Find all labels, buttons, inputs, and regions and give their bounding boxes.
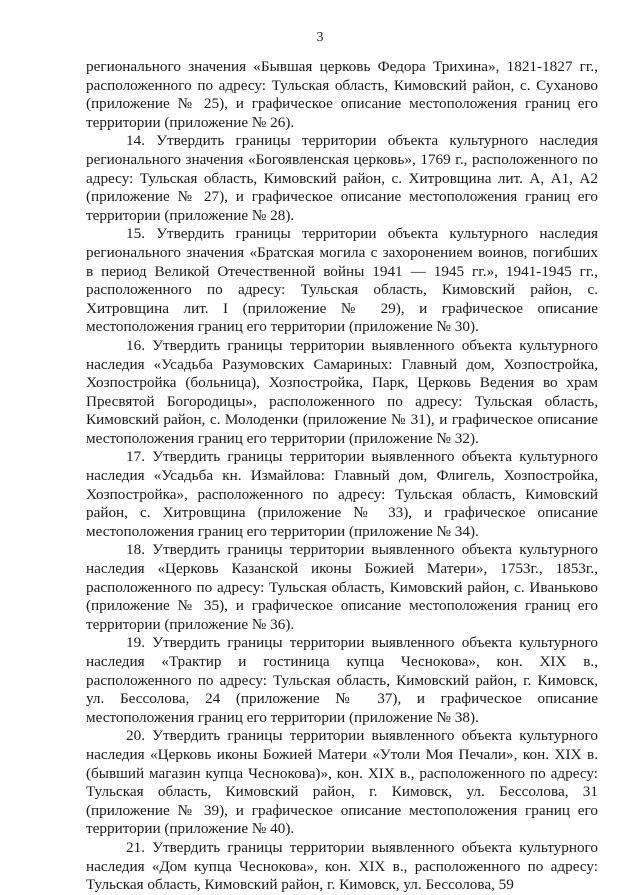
paragraph-15: 15. Утвердить границы территории объекта культурного наследия регионального значения «Братская могила с захоронением воинов, погибших в период Великой Отечественной войны 1941 — 1945 гг.», 1941-1945 гг., расположенного по адресу: Тульская область, Кимовский район, с. Хитровщина лит. I (приложение № 29), и графическое описание местоположения границ его территории (приложение № 30).: [86, 225, 598, 336]
paragraph-19: 19. Утвердить границы территории выявленного объекта культурного наследия «Трактир и гостиница купца Чеснокова», кон. XIX в., расположенного по адресу: Тульская область, Кимовский район, г. Кимовск, ул. Бессолова, 24 (приложение № 37), и графическое описание местоположения границ его территории (приложение № 38).: [86, 634, 598, 726]
paragraph-14: 14. Утвердить границы территории объекта культурного наследия регионального значения «Богоявленская церковь», 1769 г., расположенного по адресу: Тульская область, Кимовский район, с. Хитровщина лит. А, А1, А2 (приложение № 27), и графическое описание местоположения границ его территории (приложение № 28).: [86, 132, 598, 224]
paragraph-16: 16. Утвердить границы территории выявленного объекта культурного наследия «Усадьба Разумовских Самариных: Главный дом, Хозпостройка, Хозпостройка (больница), Хозпостройка, Парк, Церковь Ведения во храм Пресвятой Богородицы», расположенного по адресу: Тульская область, Кимовский район, с. Молоденки (приложение № 31), и графическое описание местоположения границ его территории (приложение № 32).: [86, 336, 598, 447]
paragraph-13-continuation: регионального значения «Бывшая церковь Федора Трихина», 1821-1827 гг., расположенного по адресу: Тульская область, Кимовский район, с. Суханово (приложение № 25), и графическое описание местоположения границ его территории (приложение № 26).: [86, 58, 598, 131]
document-body: [86, 58, 598, 895]
page-number: 3: [316, 30, 324, 45]
paragraph-21: 21. Утвердить границы территории выявленного объекта культурного наследия «Дом купца Чеснокова», кон. XIX в., расположенного по адресу: Тульская область, Кимовский район, г. Кимовск, ул. Бессолова, 59: [86, 838, 598, 894]
paragraph-17: 17. Утвердить границы территории выявленного объекта культурного наследия «Усадьба кн. Измайлова: Главный дом, Флигель, Хозпостройка, Хозпостройка», расположенного по адресу: Тульская область, Кимовский район, с. Хитровщина (приложение № 33), и графическое описание местоположения границ его территории (приложение № 34).: [86, 448, 598, 540]
paragraph-20: 20. Утвердить границы территории выявленного объекта культурного наследия «Церковь иконы Божией Матери «Утоли Моя Печали», кон. XIX в. (бывший магазин купца Чеснокова)», кон. XIX в., расположенного по адресу: Тульская область, Кимовский район, г. Кимовск, ул. Бессолова, 31 (приложение № 39), и графическое описание местоположения границ его территории (приложение № 40).: [86, 727, 598, 838]
paragraph-18: 18. Утвердить границы территории выявленного объекта культурного наследия «Церковь Казанской иконы Божией Матери», 1753г., 1853г., расположенного по адресу: Тульская область, Кимовский район, с. Иваньково (приложение № 35), и графическое описание местоположения границ его территории (приложение № 36).: [86, 541, 598, 633]
